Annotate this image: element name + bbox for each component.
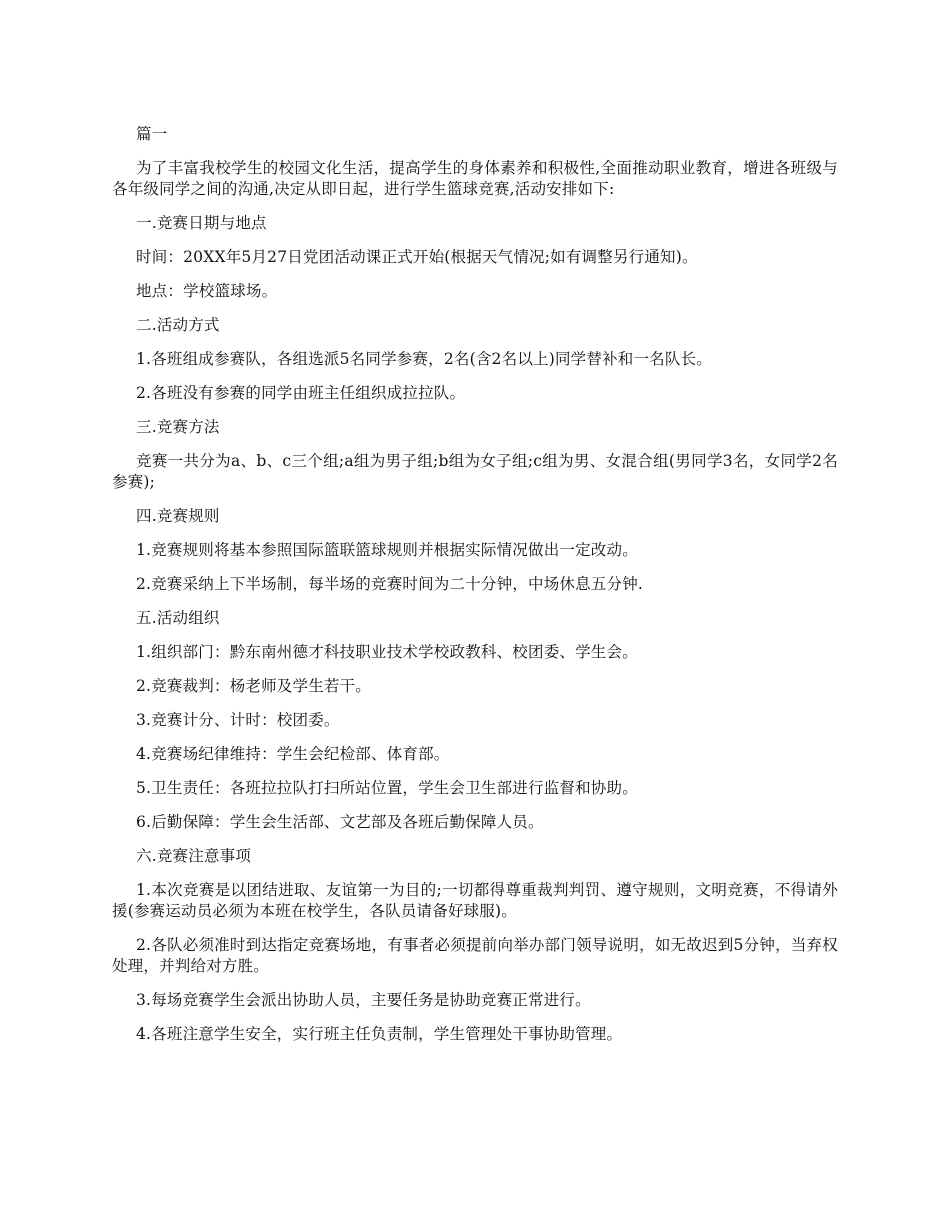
paragraph-note-punctuality: 2.各队必须准时到达指定竞赛场地，有事者必须提前向举办部门领导说明，如无故迟到5分钟，当弃权处理，并判给对方胜。	[112, 936, 838, 975]
section-heading-rules: 四.竞赛规则	[136, 507, 220, 525]
section-heading-activity-format: 二.活动方式	[136, 316, 220, 334]
paragraph-note-safety: 4.各班注意学生安全，实行班主任负责制，学生管理处干事协助管理。	[136, 1025, 623, 1043]
paragraph-org-hygiene: 5.卫生责任：各班拉拉队打扫所站位置，学生会卫生部进行监督和协助。	[136, 779, 638, 797]
section-heading-date-location: 一.竞赛日期与地点	[136, 214, 267, 232]
paragraph-team-formation: 1.各班组成参赛队，各组选派5名同学参赛，2名(含2名以上)同学替补和一名队长。	[136, 350, 712, 368]
paragraph-org-referee: 2.竞赛裁判：杨老师及学生若干。	[136, 677, 371, 695]
paragraph-note-assistance: 3.每场竞赛学生会派出协助人员，主要任务是协助竞赛正常进行。	[136, 991, 591, 1009]
paragraph-rules-halves: 2.竞赛采纳上下半场制，每半场的竞赛时间为二十分钟，中场休息五分钟.	[136, 575, 644, 593]
document-title: 篇一	[136, 125, 168, 143]
paragraph-note-purpose: 1.本次竞赛是以团结进取、友谊第一为目的;一切都得尊重裁判判罚、遵守规则，文明竞赛，不得请外援(参赛运动员必须为本班在校学生，各队员请备好球服)。	[112, 881, 838, 920]
intro-paragraph: 为了丰富我校学生的校园文化生活，提高学生的身体素养和积极性,全面推动职业教育，增进各班级与各年级同学之间的沟通,决定从即日起，进行学生篮球竞赛,活动安排如下:	[112, 159, 838, 198]
section-heading-competition-method: 三.竞赛方法	[136, 418, 220, 436]
paragraph-org-logistics: 6.后勤保障：学生会生活部、文艺部及各班后勤保障人员。	[136, 813, 544, 831]
paragraph-org-discipline: 4.竞赛场纪律维持：学生会纪检部、体育部。	[136, 745, 450, 763]
section-heading-organization: 五.活动组织	[136, 609, 220, 627]
paragraph-rules-basis: 1.竞赛规则将基本参照国际篮联篮球规则并根据实际情况做出一定改动。	[136, 541, 638, 559]
paragraph-location: 地点：学校篮球场。	[136, 282, 278, 300]
paragraph-cheerleaders: 2.各班没有参赛的同学由班主任组织成拉拉队。	[136, 384, 466, 402]
paragraph-groups: 竞赛一共分为a、b、c三个组;a组为男子组;b组为女子组;c组为男、女混合组(男同学3名，女同学2名参赛);	[112, 452, 838, 491]
paragraph-org-scoring: 3.竞赛计分、计时：校团委。	[136, 711, 340, 729]
section-heading-notes: 六.竞赛注意事项	[136, 847, 252, 865]
paragraph-time: 时间：20XX年5月27日党团活动课正式开始(根据天气情况;如有调整另行通知)。	[136, 248, 698, 266]
paragraph-org-department: 1.组织部门：黔东南州德才科技职业技术学校政教科、校团委、学生会。	[136, 643, 638, 661]
